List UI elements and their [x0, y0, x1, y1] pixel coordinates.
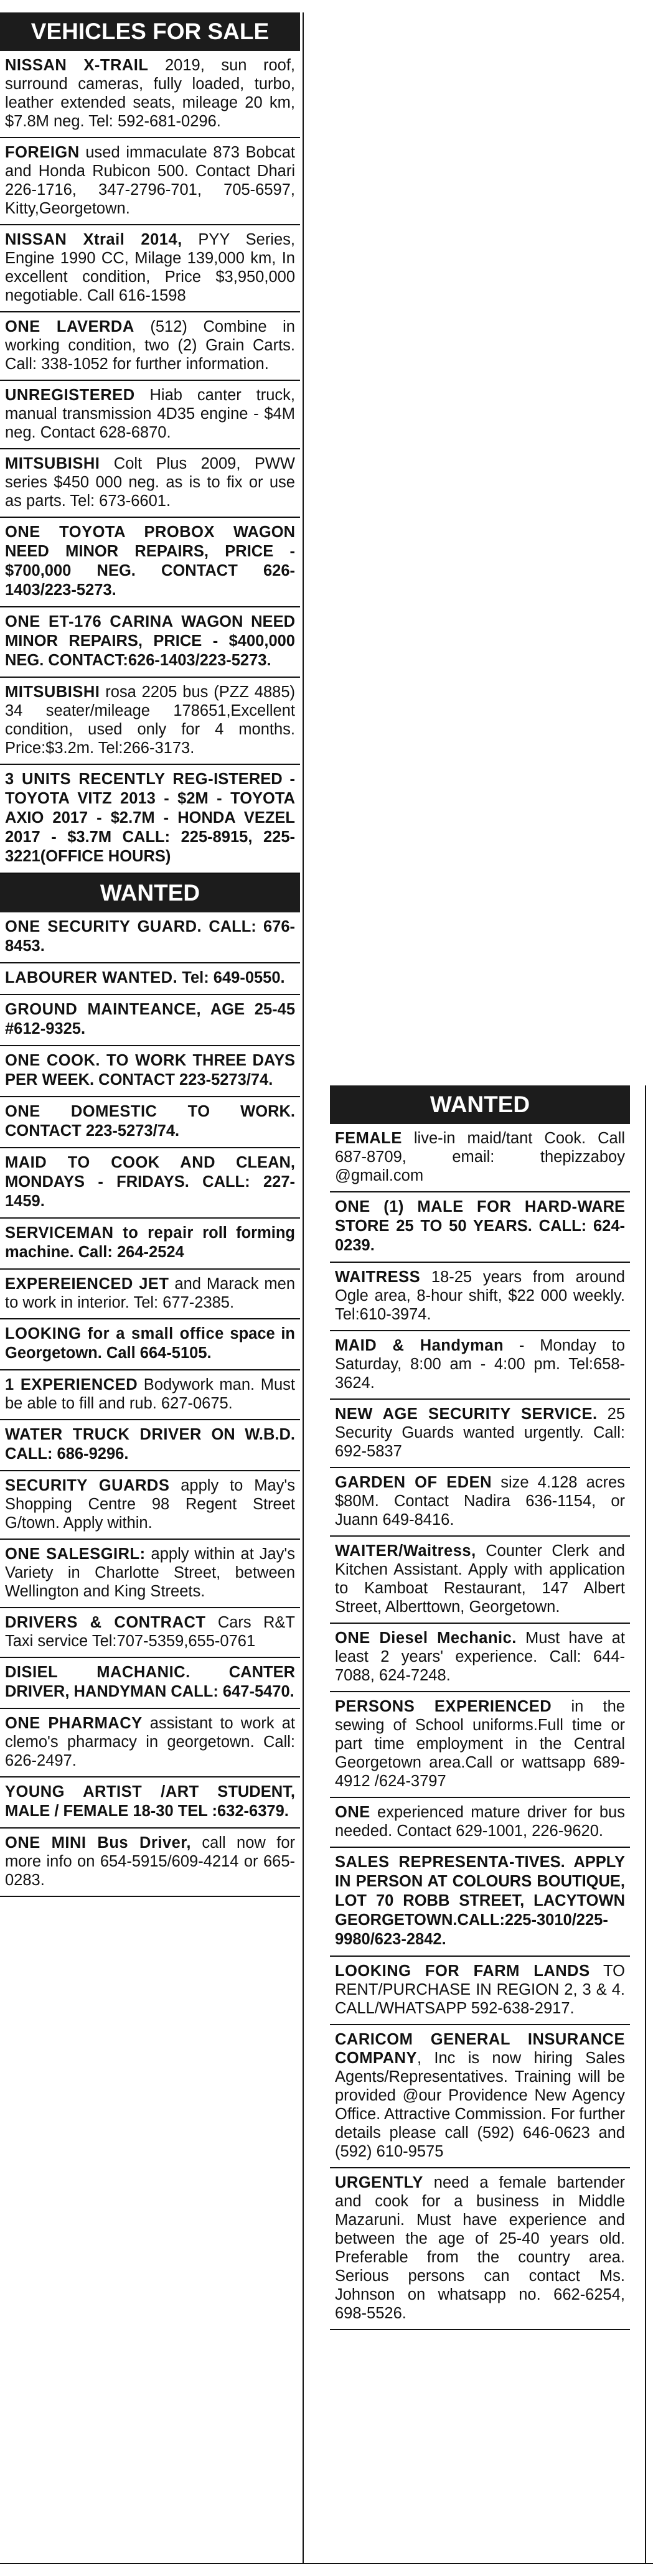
ad-lead-text: SALES REPRESENTA- — [335, 1853, 515, 1871]
ad-body-text: - Monday to Saturday, 8:00 am - 4:00 pm. Tel:658-3624. — [335, 1337, 626, 1392]
wanted-ad — [0, 1370, 300, 1420]
left-column — [0, 12, 300, 1897]
ad-lead-text: WATER TRUCK DRIVER — [5, 1426, 202, 1443]
ad-lead-text: ONE TOYOTA PROBOX — [5, 523, 215, 541]
vehicle-ad — [0, 678, 300, 765]
ad-body-text: Must have at least 2 years' experience. Call: 644-7088, 624-7248. — [335, 1629, 625, 1684]
ad-lead-text: MITSUBISHI — [5, 683, 100, 701]
ad-lead-text: SERVICEMAN to repair — [5, 1224, 194, 1242]
ad-body-text: Tel: 649-0550. — [177, 969, 285, 986]
ad-lead-text: ONE (1) MALE FOR HARD- — [335, 1198, 578, 1215]
wanted-ad — [330, 1624, 630, 1692]
ad-body-text: CLEAN, MONDAYS - FRIDAYS. CALL: 227-1459. — [5, 1154, 296, 1210]
ad-body-text: need a female bartender and cook for a business in Middle Mazaruni. Must have experience and between the age of 25-40 years old. Preferable from the country area. Serious persons can contact Ms. Johnson on whatsapp no. 662-6254, 698-5526. — [335, 2174, 625, 2322]
column-divider — [303, 12, 304, 2563]
ad-lead-text: MAID TO COOK AND — [5, 1154, 216, 1171]
ad-lead-text: ONE LAVERDA — [5, 318, 134, 335]
ad-body-text: used immaculate 873 Bobcat and Honda Rubicon 500. Contact Dhari 226-1716, 347-2796-701, 705-6597, Kitty,Georgetown. — [5, 144, 295, 217]
wanted-ad — [330, 1192, 630, 1263]
ad-lead-text: SECURITY GUARDS — [5, 1477, 170, 1494]
column-divider-right — [645, 1085, 646, 2563]
ad-body-text: PYY Series, Engine 1990 CC, Milage 139,000 km, In excellent condition, Price $3,950,000 negotiable. Call 616-1598 — [5, 231, 295, 304]
ad-lead-text: LOOKING for a small office — [5, 1325, 224, 1342]
ad-lead-text: WAITER/Waitress, — [335, 1542, 476, 1560]
ad-body-text: Hiab canter truck, manual transmission 4D35 engine - $4M neg. Contact 628-6870. — [5, 386, 295, 441]
wanted-ad — [0, 995, 300, 1046]
wanted-header-right: WANTED — [330, 1085, 630, 1124]
ad-lead-text: FOREIGN — [5, 144, 80, 161]
ad-lead-text: PERSONS EXPERIENCED — [335, 1698, 552, 1715]
ad-body-text: , Inc is now hiring Sales Agents/Representatives. Training will be provided @our Providence New Agency Office. Attractive Commission. For further details please call (592) 646-0623 and (592) 610-9575 — [335, 2049, 625, 2160]
wanted-ad — [330, 1537, 630, 1624]
ad-lead-text: DRIVERS & CONTRACT — [5, 1614, 206, 1631]
vehicle-ad — [0, 607, 300, 678]
ad-lead-text: ONE Diesel Mechanic. — [335, 1629, 517, 1647]
ad-body-text: (512) Combine in working condition, two (2) Grain Carts. Call: 338-1052 for further information. — [5, 318, 295, 373]
ad-body-text: AGE 25-45 #612-9325. — [5, 1001, 296, 1037]
ad-lead-text: NEW AGE SECURITY SERVICE. — [335, 1405, 598, 1423]
ad-body-text: size 4.128 acres $80M. Contact Nadira 636-1154, or Juann 649-8416. — [335, 1474, 625, 1529]
vehicle-ad — [0, 765, 300, 874]
ad-body-text: ISTERED - TOYOTA VITZ 2013 - $2M - TOYOTA AXIO 2017 - $2.7M - HONDA VEZEL 2017 - $3.7M CALL: 225-8915, 225-3221(OFFICE HOURS) — [5, 770, 296, 865]
ad-body-text: STUDENT, MALE / FEMALE 18-30 TEL :632-6379. — [5, 1783, 295, 1820]
vehicles-list — [0, 51, 300, 874]
vehicle-ad — [0, 225, 300, 312]
wanted-list-right — [330, 1124, 630, 2330]
wanted-ad — [330, 1124, 630, 1192]
wanted-ad — [0, 1046, 300, 1097]
ad-lead-text: MAID & Handyman — [335, 1337, 504, 1354]
ad-lead-text: ONE COOK. TO WORK — [5, 1052, 187, 1069]
ad-lead-text: ONE DOMESTIC TO — [5, 1103, 210, 1120]
wanted-ad — [0, 1420, 300, 1471]
vehicle-ad — [0, 312, 300, 381]
ad-body-text: call now for more info on 654-5915/609-4214 or 665-0283. — [5, 1834, 295, 1889]
ad-lead-text: ONE PHARMACY — [5, 1715, 143, 1732]
ad-lead-text: ONE MINI Bus Driver, — [5, 1834, 191, 1852]
wanted-ad — [330, 1331, 630, 1400]
ad-body-text: TIVES. APPLY IN PERSON AT COLOURS BOUTIQUE, LOT 70 ROBB STREET, LACYTOWN GEORGETOWN.CALL:225-3010/225-9980/623-2842. — [335, 1853, 625, 1948]
ad-lead-text: GARDEN OF EDEN — [335, 1474, 492, 1491]
ad-lead-text: FEMALE — [335, 1130, 402, 1147]
ad-lead-text: EXPEREIENCED JET — [5, 1275, 169, 1293]
wanted-ad — [330, 1692, 630, 1798]
ad-body-text: live-in maid/tant Cook. Call 687-8709, email: thepizzaboy @gmail.com — [335, 1130, 625, 1184]
wanted-ad — [0, 1608, 300, 1658]
ad-body-text: space in Georgetown. Call 664-5105. — [5, 1325, 295, 1362]
ad-lead-text: ONE ET-176 CARINA — [5, 613, 174, 630]
ad-lead-text: YOUNG ARTIST /ART — [5, 1783, 199, 1801]
ad-body-text: rosa 2205 bus (PZZ 4885) 34 seater/mileage 178651,Excellent condition, used only for 4 months. Price:$3.2m. Tel:266-3173. — [5, 683, 295, 757]
wanted-ad — [330, 1798, 630, 1848]
ad-lead-text: NISSAN X-TRAIL — [5, 57, 149, 74]
ad-lead-text: ONE — [335, 1804, 370, 1821]
ad-body-text: apply within at Jay's Variety in Charlotte Street, between Wellington and King Streets. — [5, 1545, 296, 1600]
ad-lead-text: LABOURER WANTED. — [5, 969, 178, 986]
wanted-ad — [0, 963, 300, 995]
ad-body-text: roll forming machine. Call: 264-2524 — [5, 1224, 295, 1261]
ad-lead-text: CARICOM GENERAL INSURANCE COMPANY — [335, 2031, 625, 2067]
wanted-header-left: WANTED — [0, 874, 300, 912]
ad-lead-text: GROUND MAINTEANCE, — [5, 1001, 202, 1018]
ad-body-text: CALL: 676-8453. — [5, 918, 296, 955]
vehicle-ad — [0, 51, 300, 138]
wanted-ad — [330, 2168, 630, 2330]
ad-body-text: 18-25 years from around Ogle area, 8-hour shift, $22 000 weekly. Tel:610-3974. — [335, 1268, 625, 1323]
ad-body-text: Colt Plus 2009, PWW series $450 000 neg. as is to fix or use as parts. Tel: 673-6601. — [5, 455, 295, 510]
wanted-ad — [0, 1148, 300, 1219]
ad-lead-text: LOOKING FOR FARM LANDS — [335, 1962, 590, 1980]
ad-lead-text: WAITRESS — [335, 1268, 421, 1286]
wanted-ad — [330, 1957, 630, 2025]
wanted-ad — [330, 1468, 630, 1537]
right-column — [330, 1085, 630, 2330]
vehicles-for-sale-header: VEHICLES FOR SALE — [0, 12, 300, 51]
wanted-ad — [0, 1471, 300, 1540]
ad-body-text: WORK. CONTACT 223-5273/74. — [5, 1103, 295, 1140]
ad-lead-text: 3 UNITS RECENTLY REG- — [5, 770, 214, 788]
ad-body-text: WARE STORE 25 TO 50 YEARS. CALL: 624-0239. — [335, 1198, 625, 1254]
wanted-ad — [0, 1777, 300, 1829]
ad-body-text: Bodywork man. Must be able to fill and rub. 627-0675. — [5, 1376, 296, 1412]
ad-body-text: WAGON NEED MINOR REPAIRS, PRICE - $700,000 NEG. CONTACT 626-1403/223-5273. — [5, 523, 296, 599]
ad-lead-text: URGENTLY — [335, 2174, 423, 2191]
ad-body-text: ON W.B.D. CALL: 686-9296. — [5, 1426, 295, 1463]
wanted-ad — [0, 1540, 300, 1608]
bottom-rule — [0, 2563, 653, 2564]
ad-body-text: WAGON NEED MINOR REPAIRS, PRICE - $400,000 NEG. CONTACT:626-1403/223-5273. — [5, 613, 295, 669]
ad-lead-text: NISSAN Xtrail 2014, — [5, 231, 182, 248]
wanted-ad — [330, 1263, 630, 1331]
vehicle-ad — [0, 518, 300, 607]
wanted-ad — [330, 1400, 630, 1468]
wanted-ad — [0, 1097, 300, 1148]
ad-lead-text: MITSUBISHI — [5, 455, 100, 472]
ad-lead-text: ONE SALESGIRL: — [5, 1545, 146, 1563]
wanted-ad — [0, 1658, 300, 1709]
wanted-ad — [0, 1319, 300, 1370]
wanted-ad — [330, 1848, 630, 1957]
vehicle-ad — [0, 138, 300, 225]
ad-lead-text: DISIEL MACHANIC. — [5, 1664, 190, 1681]
ad-body-text: TO RENT/PURCHASE IN REGION 2, 3 & 4. CALL/WHATSAPP 592-638-2917. — [335, 1962, 626, 2017]
ad-lead-text: ONE SECURITY GUARD. — [5, 918, 202, 935]
ad-lead-text: 1 EXPERIENCED — [5, 1376, 138, 1393]
ad-body-text: 25 Security Guards wanted urgently. Call: 692-5837 — [335, 1405, 625, 1460]
ad-body-text: and Marack men to work in interior. Tel: 677-2385. — [5, 1275, 295, 1311]
ad-lead-text: UNREGISTERED — [5, 386, 135, 404]
vehicle-ad — [0, 381, 300, 449]
wanted-ad — [330, 2025, 630, 2168]
wanted-ad — [0, 912, 300, 963]
ad-body-text: Counter Clerk and Kitchen Assistant. Apply with application to Kamboat Restaurant, 147 Albert Street, Alberttown, Georgetown. — [335, 1542, 625, 1616]
wanted-ad — [0, 1829, 300, 1897]
wanted-list-left — [0, 912, 300, 1897]
ad-body-text: experienced mature driver for bus needed. Contact 629-1001, 226-9620. — [335, 1804, 625, 1840]
ad-body-text: CANTER DRIVER, HANDYMAN CALL: 647-5470. — [5, 1664, 295, 1700]
vehicle-ad — [0, 449, 300, 518]
wanted-ad — [0, 1219, 300, 1270]
ad-body-text: in the sewing of School uniforms.Full time or part time employment in the Central Georgetown area.Call or wattsapp 689-4912 /624-3797 — [335, 1698, 625, 1790]
ad-body-text: 2019, sun roof, surround cameras, fully loaded, turbo, leather extended seats, mileage 20 km, $7.8M neg. Tel: 592-681-0296. — [5, 57, 295, 130]
ad-body-text: Cars R&T Taxi service Tel:707-5359,655-0761 — [5, 1614, 295, 1650]
wanted-ad — [0, 1709, 300, 1777]
ad-body-text: assistant to work at clemo's pharmacy in georgetown. Call: 626-2497. — [5, 1715, 295, 1769]
ad-body-text: THREE DAYS PER WEEK. CONTACT 223-5273/74. — [5, 1052, 296, 1089]
wanted-ad — [0, 1270, 300, 1319]
ad-body-text: apply to May's Shopping Centre 98 Regent Street G/town. Apply within. — [5, 1477, 296, 1532]
